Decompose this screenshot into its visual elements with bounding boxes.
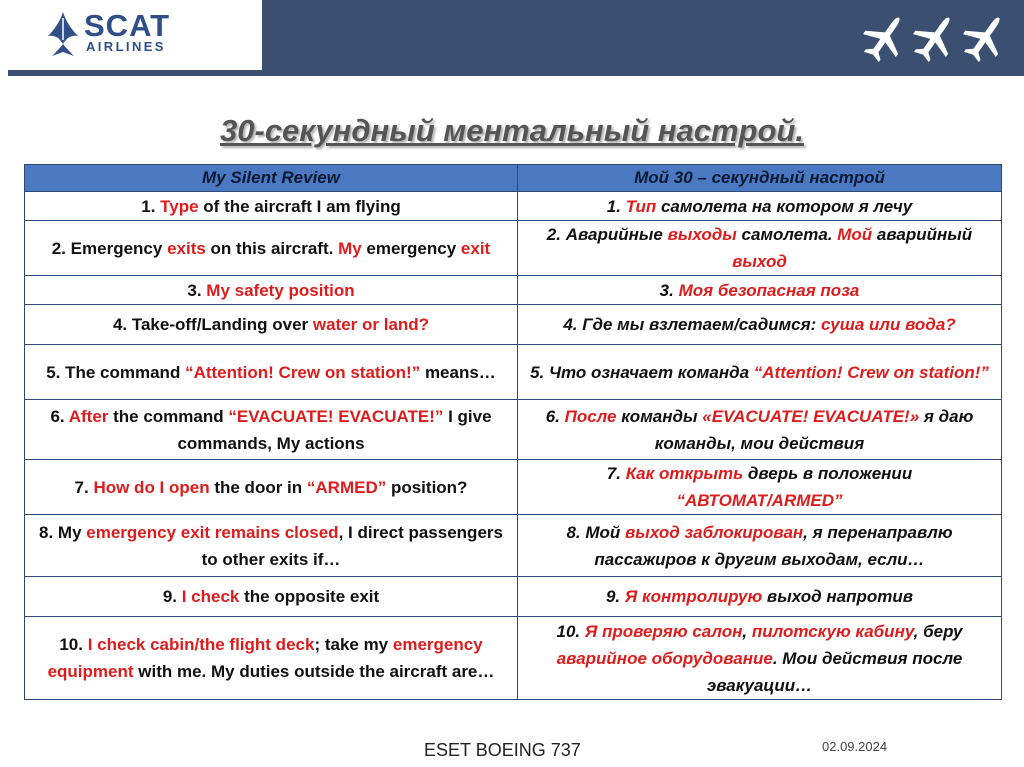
highlighted-text: суша или вода? — [821, 315, 956, 334]
table-row — [25, 617, 1002, 700]
review-cell-english — [25, 221, 518, 276]
review-cell-russian — [518, 276, 1002, 305]
cell-text: , I direct passengers to other exits if… — [201, 522, 503, 569]
cell-text: 8. My — [39, 522, 87, 542]
cell-text: 5. Что означает команда — [530, 362, 754, 382]
airplane-icon — [955, 8, 1008, 68]
footer-label: ESET BOEING 737 — [424, 740, 581, 760]
highlighted-text: emergency equipment — [47, 635, 483, 681]
airplane-icon — [905, 8, 965, 68]
highlighted-text: “EVACUATE! EVACUATE!” — [228, 406, 444, 426]
highlighted-text: Я проверяю салон — [584, 621, 743, 641]
page-title: 30-секундный ментальный настрой. — [220, 113, 804, 148]
highlighted-text: выход — [732, 252, 787, 271]
review-cell-russian — [518, 400, 1002, 460]
cell-text: , я перенаправлю пассажиров к другим выходам, если… — [594, 522, 953, 569]
highlighted-text: После — [564, 406, 617, 426]
logo-brand: SCAT — [84, 8, 171, 43]
cell-text: 10. — [59, 635, 88, 654]
highlighted-text: Моя безопасная поза — [678, 280, 860, 300]
logo — [0, 0, 262, 70]
cell-text: 10. — [556, 621, 585, 641]
review-cell-english — [25, 345, 518, 400]
review-cell-russian — [518, 305, 1002, 345]
cell-text: , — [742, 621, 752, 641]
highlighted-text: I check — [181, 587, 240, 606]
cell-text: 3. — [659, 280, 679, 300]
review-cell-russian — [518, 577, 1002, 617]
airplane-icon — [862, 8, 915, 68]
highlighted-text: exit — [460, 238, 491, 258]
table-header-row — [25, 165, 1002, 192]
cell-text: 7. — [74, 477, 94, 497]
cell-text: 1. — [606, 196, 626, 216]
table-row — [25, 345, 1002, 400]
cell-text: 2. Emergency — [51, 238, 168, 258]
highlighted-text: “Attention! Crew on station!” — [185, 362, 421, 382]
cell-text: 3. — [187, 280, 207, 300]
highlighted-text: выходы — [667, 225, 737, 244]
scat-bird-icon — [44, 10, 82, 58]
highlighted-text: Я контролирую — [624, 587, 763, 606]
cell-text: дверь в положении — [743, 464, 913, 483]
cell-text: I give commands, My actions — [177, 406, 492, 453]
cell-text: команды — [616, 406, 703, 426]
header-accent — [0, 70, 8, 76]
cell-text: of the aircraft I am flying — [198, 196, 401, 216]
review-cell-english — [25, 515, 518, 577]
review-cell-english — [25, 192, 518, 221]
highlighted-text: Как открыть — [625, 464, 744, 483]
table-row — [25, 460, 1002, 515]
cell-text: выход напротив — [762, 587, 914, 606]
review-cell-english — [25, 305, 518, 345]
highlighted-text: “АВТОМАТ/ARMED” — [676, 491, 843, 510]
cell-text: the opposite exit — [239, 587, 380, 606]
table-row — [25, 305, 1002, 345]
highlighted-text: My — [338, 238, 362, 258]
review-cell-english — [25, 617, 518, 700]
review-cell-russian — [518, 221, 1002, 276]
cell-text: 6. — [50, 406, 69, 426]
cell-text: 4. Take-off/Landing over — [112, 315, 313, 334]
cell-text: 7. — [606, 464, 626, 483]
highlighted-text: “Attention! Crew on station!” — [753, 362, 989, 382]
cell-text: the door in — [209, 477, 307, 497]
highlighted-text: I check cabin/the flight deck — [87, 635, 315, 654]
cell-text: means… — [420, 362, 496, 382]
highlighted-text: water or land? — [312, 315, 430, 334]
cell-text: 5. The command — [46, 362, 186, 382]
cell-text: with me. My duties outside the aircraft are… — [133, 662, 495, 681]
table-row — [25, 515, 1002, 577]
cell-text: . Мои действия после эвакуации… — [706, 648, 963, 695]
table-row — [25, 192, 1002, 221]
review-table — [24, 164, 1002, 700]
airplane-decoration — [862, 8, 1008, 70]
cell-text: 1. — [141, 196, 161, 216]
highlighted-text: «EVACUATE! EVACUATE!» — [702, 406, 920, 426]
cell-text: 9. — [162, 587, 182, 606]
highlighted-text: “ARMED” — [306, 477, 387, 497]
highlighted-text: Type — [160, 196, 199, 216]
review-cell-english — [25, 577, 518, 617]
cell-text: 6. — [545, 406, 565, 426]
cell-text: ; take my — [314, 635, 393, 654]
cell-text: самолета на котором я лечу — [656, 196, 913, 216]
logo-subtitle: AIRLINES — [86, 39, 166, 54]
table-row — [25, 577, 1002, 617]
cell-text: 8. Мой — [566, 522, 626, 542]
highlighted-text: How do I open — [93, 477, 210, 497]
review-cell-english — [25, 400, 518, 460]
column-header-russian: Мой 30 – секундный настрой — [518, 165, 1002, 192]
review-cell-russian — [518, 617, 1002, 700]
cell-text: the command — [108, 406, 229, 426]
cell-text: 9. — [605, 587, 625, 606]
review-cell-russian — [518, 192, 1002, 221]
review-cell-russian — [518, 515, 1002, 577]
highlighted-text: аварийное оборудование — [556, 648, 773, 668]
table-row — [25, 400, 1002, 460]
highlighted-text: My safety position — [206, 280, 355, 300]
footer-date: 02.09.2024 — [822, 739, 888, 754]
highlighted-text: exits — [167, 238, 206, 258]
cell-text: , беру — [913, 621, 963, 641]
cell-text: самолета. — [736, 225, 838, 244]
column-header-english: My Silent Review — [25, 165, 518, 192]
highlighted-text: emergency exit remains closed — [86, 522, 339, 542]
highlighted-text: After — [68, 406, 109, 426]
review-cell-english — [25, 276, 518, 305]
table-row — [25, 276, 1002, 305]
cell-text: emergency — [361, 238, 461, 258]
table-row — [25, 221, 1002, 276]
review-cell-russian — [518, 345, 1002, 400]
review-cell-english — [25, 460, 518, 515]
highlighted-text: пилотскую кабину — [751, 621, 914, 641]
cell-text: аварийный — [872, 225, 973, 244]
review-cell-russian — [518, 460, 1002, 515]
cell-text: я даю команды, мои действия — [654, 406, 974, 453]
highlighted-text: Мой — [837, 225, 873, 244]
highlighted-text: Тип — [625, 196, 657, 216]
highlighted-text: выход заблокирован — [625, 522, 804, 542]
cell-text: on this aircraft. — [205, 238, 339, 258]
cell-text: position? — [386, 477, 468, 497]
cell-text: 2. Аварийные — [546, 225, 668, 244]
cell-text: 4. Где мы взлетаем/садимся: — [563, 315, 822, 334]
